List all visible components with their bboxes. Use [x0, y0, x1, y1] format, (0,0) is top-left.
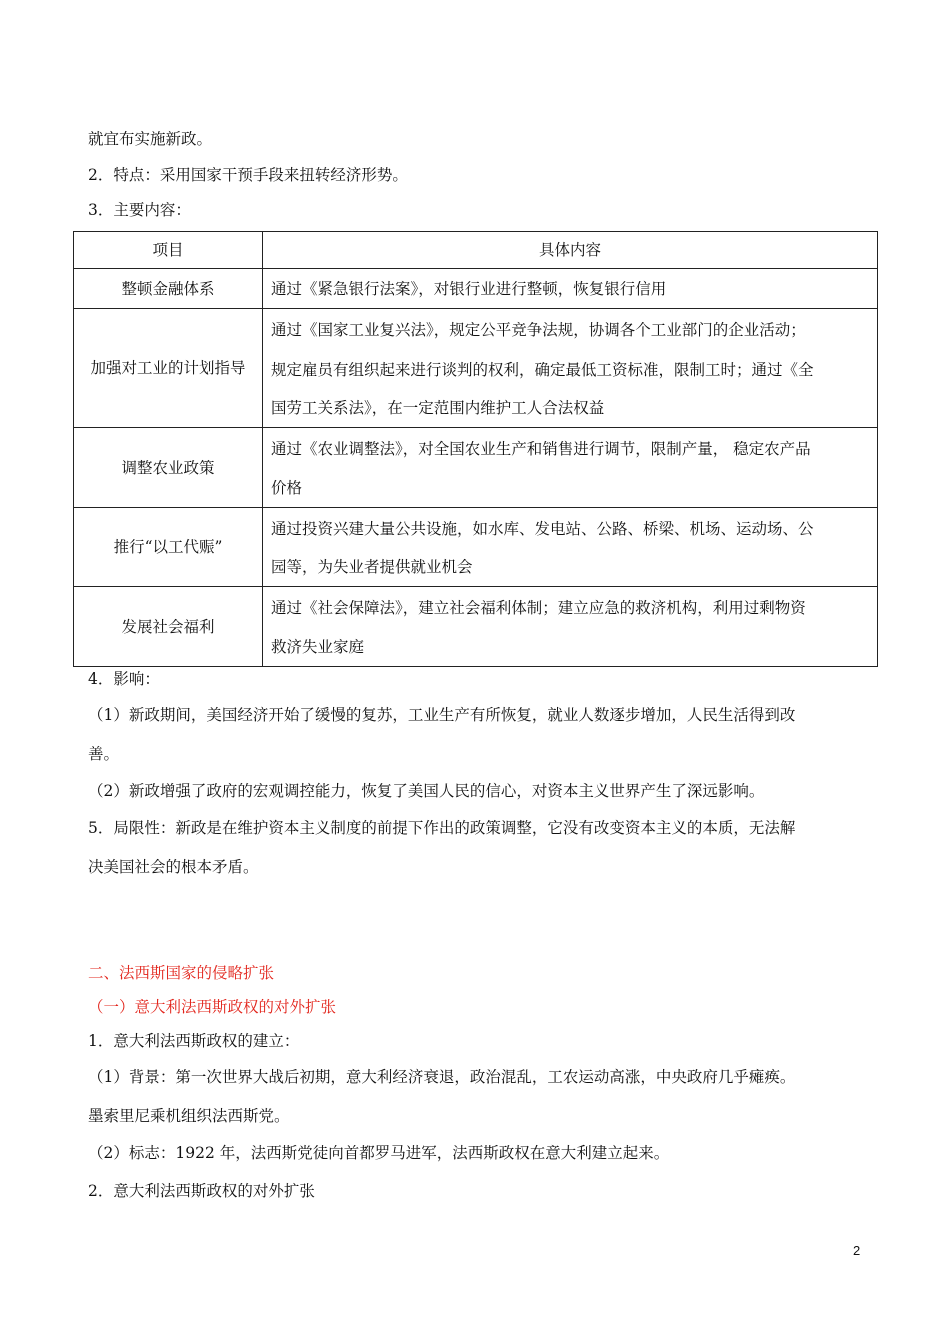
text-line: 2．特点：采用国家干预手段来扭转经济形势。	[88, 166, 408, 184]
content-line: 通过《社会保障法》，建立社会福利体制；建立应急的救济机构，利用过剩物资	[271, 598, 806, 617]
table-header-item: 项目	[74, 232, 263, 269]
table-row	[74, 587, 878, 667]
table-cell-content	[263, 428, 878, 508]
table-header-content: 具体内容	[263, 232, 878, 269]
text-line: （2）标志：1922 年，法西斯党徒向首都罗马进军，法西斯政权在意大利建立起来。	[88, 1144, 670, 1162]
table-row	[74, 428, 878, 508]
content-line: 通过投资兴建大量公共设施，如水库、发电站、公路、桥梁、机场、运动场、公	[271, 519, 814, 538]
new-deal-content-table	[73, 231, 878, 667]
text-line: （2）新政增强了政府的宏观调控能力，恢复了美国人民的信心，对资本主义世界产生了深远影响。	[88, 782, 765, 800]
text-line: 5．局限性：新政是在维护资本主义制度的前提下作出的政策调整，它没有改变资本主义的本质，无法解	[88, 819, 796, 837]
table-row	[74, 269, 878, 309]
content-line: 价格	[271, 478, 303, 497]
content-line: 救济失业家庭	[271, 637, 365, 656]
text-line: （1）背景：第一次世界大战后初期，意大利经济衰退，政治混乱，工农运动高涨，中央政府几乎瘫痪。	[88, 1068, 796, 1086]
table-cell-content	[263, 508, 878, 587]
content-line: 国劳工关系法》，在一定范围内维护工人合法权益	[271, 398, 605, 417]
table-row	[74, 309, 878, 428]
table-cell-content	[263, 309, 878, 428]
text-line: 就宜布实施新政。	[88, 130, 213, 148]
table-cell-item: 调整农业政策	[74, 428, 263, 508]
content-line: 通过《国家工业复兴法》，规定公平竞争法规，协调各个工业部门的企业活动；	[271, 320, 806, 339]
table-cell-item: 加强对工业的计划指导	[74, 309, 263, 428]
text-line: （1）新政期间，美国经济开始了缓慢的复苏，工业生产有所恢复，就业人数逐步增加，人民生活得到改	[88, 706, 796, 724]
table-header-row	[74, 232, 878, 269]
content-line: 通过《紧急银行法案》，对银行业进行整顿，恢复银行信用	[271, 279, 667, 298]
text-line: 墨索里尼乘机组织法西斯党。	[88, 1107, 290, 1125]
text-line: 2．意大利法西斯政权的对外扩张	[88, 1182, 315, 1200]
text-line: 3．主要内容：	[88, 201, 191, 219]
table-cell-item: 推行“以工代赈”	[74, 508, 263, 587]
table-cell-item: 整顿金融体系	[74, 269, 263, 309]
content-line: 园等，为失业者提供就业机会	[271, 557, 473, 576]
section-title: 二、法西斯国家的侵略扩张	[88, 964, 275, 982]
text-line: 1．意大利法西斯政权的建立：	[88, 1032, 300, 1050]
text-line: 决美国社会的根本矛盾。	[88, 858, 259, 876]
table-row	[74, 508, 878, 587]
content-line: 规定雇员有组织起来进行谈判的权利，确定最低工资标准，限制工时；通过《全	[271, 360, 814, 379]
table-cell-content	[263, 587, 878, 667]
content-line: 通过《农业调整法》，对全国农业生产和销售进行调节，限制产量， 稳定农产品	[271, 439, 811, 458]
text-line: 善。	[88, 745, 120, 763]
table-cell-item: 发展社会福利	[74, 587, 263, 667]
section-subtitle: （一）意大利法西斯政权的对外扩张	[88, 998, 337, 1016]
text-line: 4．影响：	[88, 670, 160, 688]
page-number: 2	[853, 1243, 861, 1258]
table-cell-content	[263, 269, 878, 309]
